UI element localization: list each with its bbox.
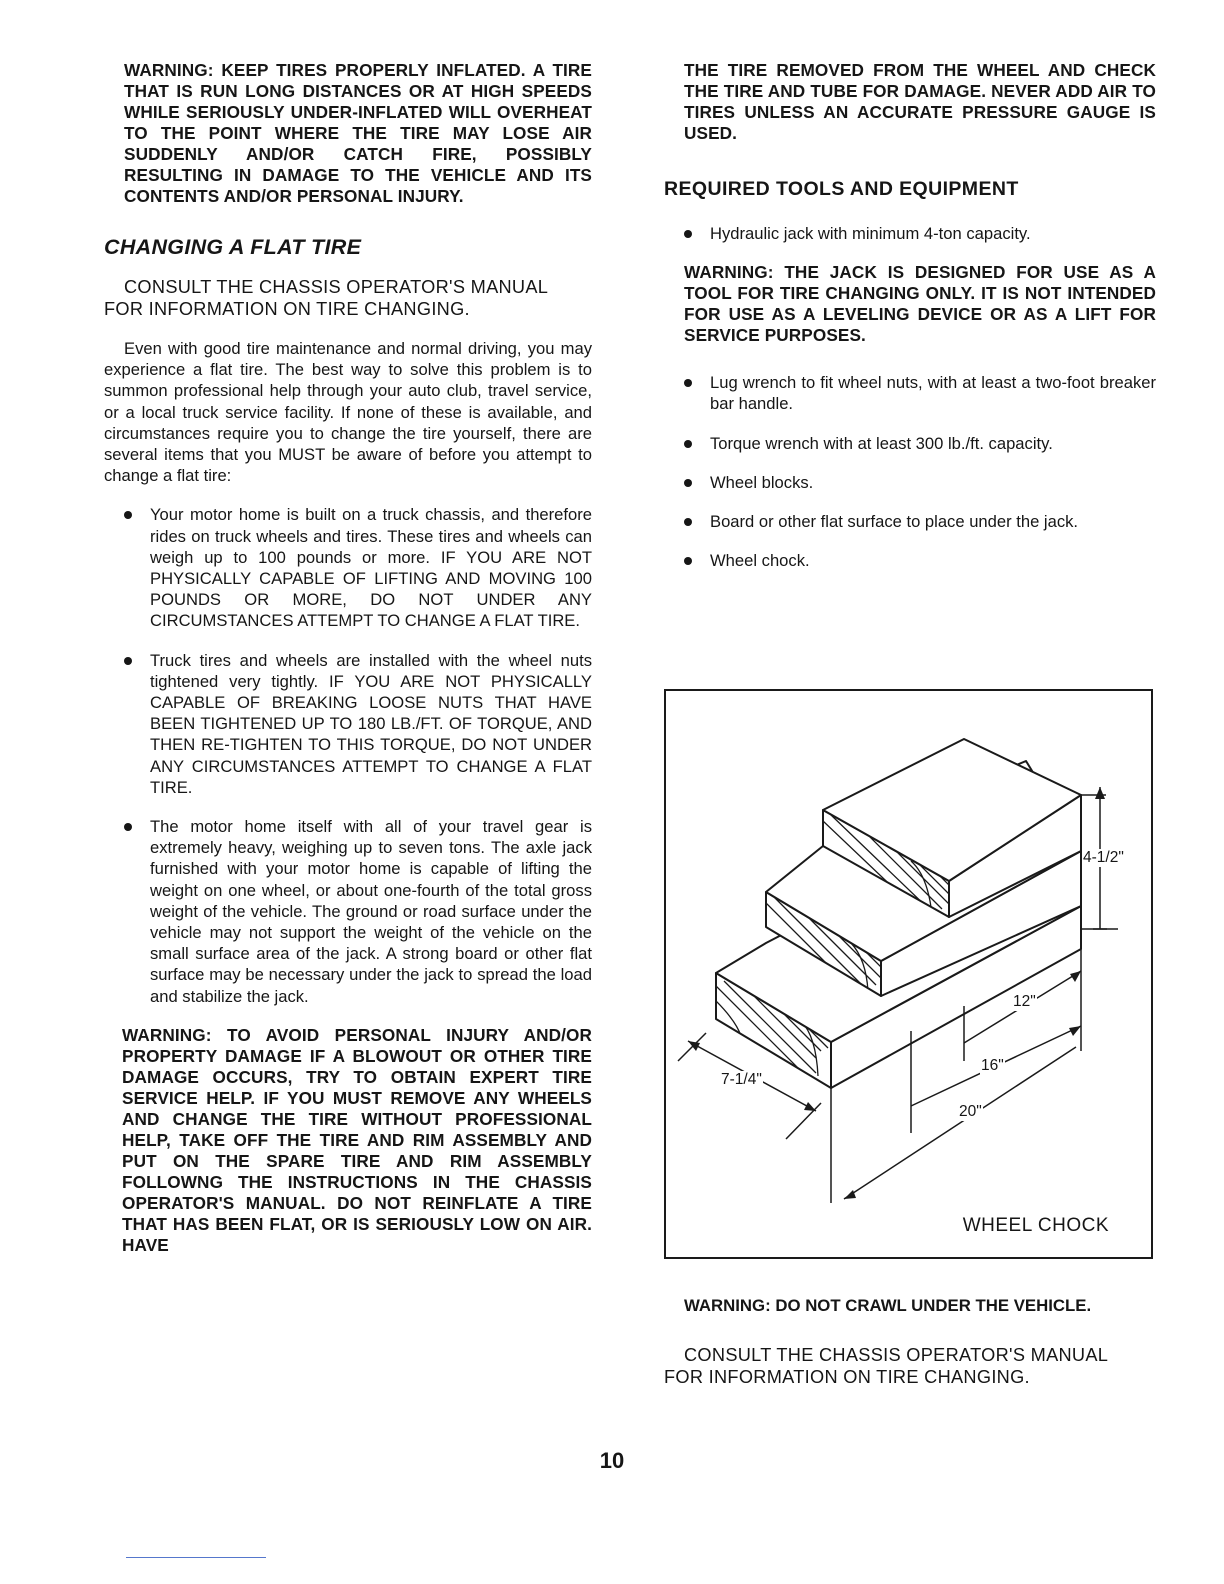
list-item [104,816,592,1007]
bullet-text: Truck tires and wheels are installed with the wheel nuts tightened very tightly. IF YOU ARE NOT PHYSICALLY CAPABLE OF BREAKING LOOSE NUTS THAT HAVE BEEN TIGHTENED UP TO 180 LB./FT. OF TORQUE, AND THEN RE-TIGHTEN TO THIS TORQUE, DO NOT UNDER ANY CIRCUMSTANCES ATTEMPT TO CHANGE A FLAT TIRE. [150,650,592,797]
height-dimension-label: 4-1/2" [1083,849,1124,866]
consult-manual-note-bottom [664,1344,1152,1388]
intro-paragraph [104,338,592,486]
section-title: CHANGING A FLAT TIRE [104,235,362,259]
bullet-icon [124,511,132,519]
page-number: 10 [599,1448,625,1473]
warning-continued: THE TIRE REMOVED FROM THE WHEEL AND CHECK THE TIRE AND TUBE FOR DAMAGE. NEVER ADD AIR TO TIRES UNLESS AN ACCURATE PRESSURE GAUGE IS USED. [684,60,1156,143]
left-column [104,60,592,1256]
tool-text: Lug wrench to fit wheel nuts, with at least a two-foot breaker bar handle. [710,373,1156,414]
tool-text: Board or other flat surface to place under the jack. [710,512,1079,532]
tool-text: Torque wrench with at least 300 lb./ft. capacity. [710,433,1053,453]
wheel-chock-figure [664,689,1153,1259]
step1-dimension-label: 12" [1013,993,1036,1010]
warning-inflation: WARNING: KEEP TIRES PROPERLY INFLATED. A TIRE THAT IS RUN LONG DISTANCES OR AT HIGH SPEEDS WHILE SERIOUSLY UNDER-INFLATED WILL OVERHEAT TO THE POINT WHERE THE TIRE MAY LOSE AIR SUDDENLY AND/OR CATCH FIRE, POSSIBLY RESULTING IN DAMAGE TO THE VEHICLE AND ITS CONTENTS AND/OR PERSONAL INJURY. [124,60,592,206]
bullet-icon [684,557,692,565]
step3-dimension-label: 20" [959,1103,982,1120]
footer-divider [126,1557,266,1558]
list-item [664,472,1156,493]
list-item [664,372,1156,414]
bullet-icon [124,657,132,665]
safety-bullet-list [104,504,592,1006]
list-item [664,433,1156,454]
list-item [104,650,592,798]
tool-text: Wheel blocks. [710,472,814,492]
bullet-icon [684,440,692,448]
tools-list-first [664,223,1156,244]
tools-heading: REQUIRED TOOLS AND EQUIPMENT [664,178,1019,200]
bullet-icon [684,379,692,387]
list-item [664,223,1156,244]
tool-text: Hydraulic jack with minimum 4-ton capacity. [710,224,1031,243]
consult-text: CONSULT THE CHASSIS OPERATOR'S MANUAL FOR INFORMATION ON TIRE CHANGING. [104,277,548,319]
chock-steps [716,739,1081,1088]
list-item [664,550,1156,571]
bullet-text: Your motor home is built on a truck chassis, and therefore rides on truck wheels and tires. These tires and wheels can weigh up to 100 pounds or more. IF YOU ARE NOT PHYSICALLY CAPABLE OF LIFTING AND MOVING 100 POUNDS OR MORE, DO NOT UNDER ANY CIRCUMSTANCES ATTEMPT TO CHANGE A FLAT TIRE. [150,505,592,631]
bullet-icon [124,823,132,831]
warning-jack: WARNING: THE JACK IS DESIGNED FOR USE AS A TOOL FOR TIRE CHANGING ONLY. IT IS NOT INTENDED FOR USE AS A LEVELING DEVICE OR AS A LIFT FOR SERVICE PURPOSES. [684,262,1156,346]
consult-manual-note [104,276,592,320]
bullet-icon [684,518,692,526]
bullet-icon [684,479,692,487]
list-item [104,504,592,631]
warning-crawl: WARNING: DO NOT CRAWL UNDER THE VEHICLE. [684,1296,1092,1315]
warning-injury: WARNING: TO AVOID PERSONAL INJURY AND/OR PROPERTY DAMAGE IF A BLOWOUT OR OTHER TIRE DAMAGE OCCURS, TRY TO OBTAIN EXPERT TIRE SERVICE HELP. IF YOU MUST REMOVE ANY WHEELS AND CHANGE THE TIRE WITHOUT PROFESSIONAL HELP, TAKE OFF THE TIRE AND RIM ASSEMBLY AND PUT ON THE SPARE TIRE AND RIM ASSEMBLY FOLLOWNG THE INSTRUCTIONS IN THE CHASSIS OPERATOR'S MANUAL. DO NOT REINFLATE A TIRE THAT HAS BEEN FLAT, OR IS SERIOUSLY LOW ON AIR. HAVE [122,1024,592,1255]
intro-text: Even with good tire maintenance and normal driving, you may experience a flat tire. The best way to solve this problem is to summon professional help through your auto club, travel service, or a local truck service facility. If none of these is available, and circumstances require you to change the tire yourself, there are several items that you MUST be aware of before you attempt to change a flat tire: [104,339,592,486]
wheel-chock-drawing [666,691,1151,1257]
figure-caption: WHEEL CHOCK [962,1215,1109,1236]
bullet-text: The motor home itself with all of your travel gear is extremely heavy, weighing up to seven tons. The axle jack furnished with your motor home is capable of lifting the weight on one wheel, or about one-fourth of the total gross weight of the vehicle. The ground or road surface under the vehicle may not support the weight of the vehicle on the small surface area of the jack. A strong board or other flat surface may be necessary under the jack to spread the load and stabilize the jack. [150,817,592,1006]
right-column [664,60,1156,589]
tools-list-rest [664,372,1156,571]
consult-text-bottom: CONSULT THE CHASSIS OPERATOR'S MANUAL FOR INFORMATION ON TIRE CHANGING. [664,1345,1108,1387]
list-item [664,511,1156,532]
bullet-icon [684,230,692,238]
step2-dimension-label: 16" [981,1057,1004,1074]
tool-text: Wheel chock. [710,551,810,571]
width-dimension-label: 7-1/4" [721,1071,762,1088]
